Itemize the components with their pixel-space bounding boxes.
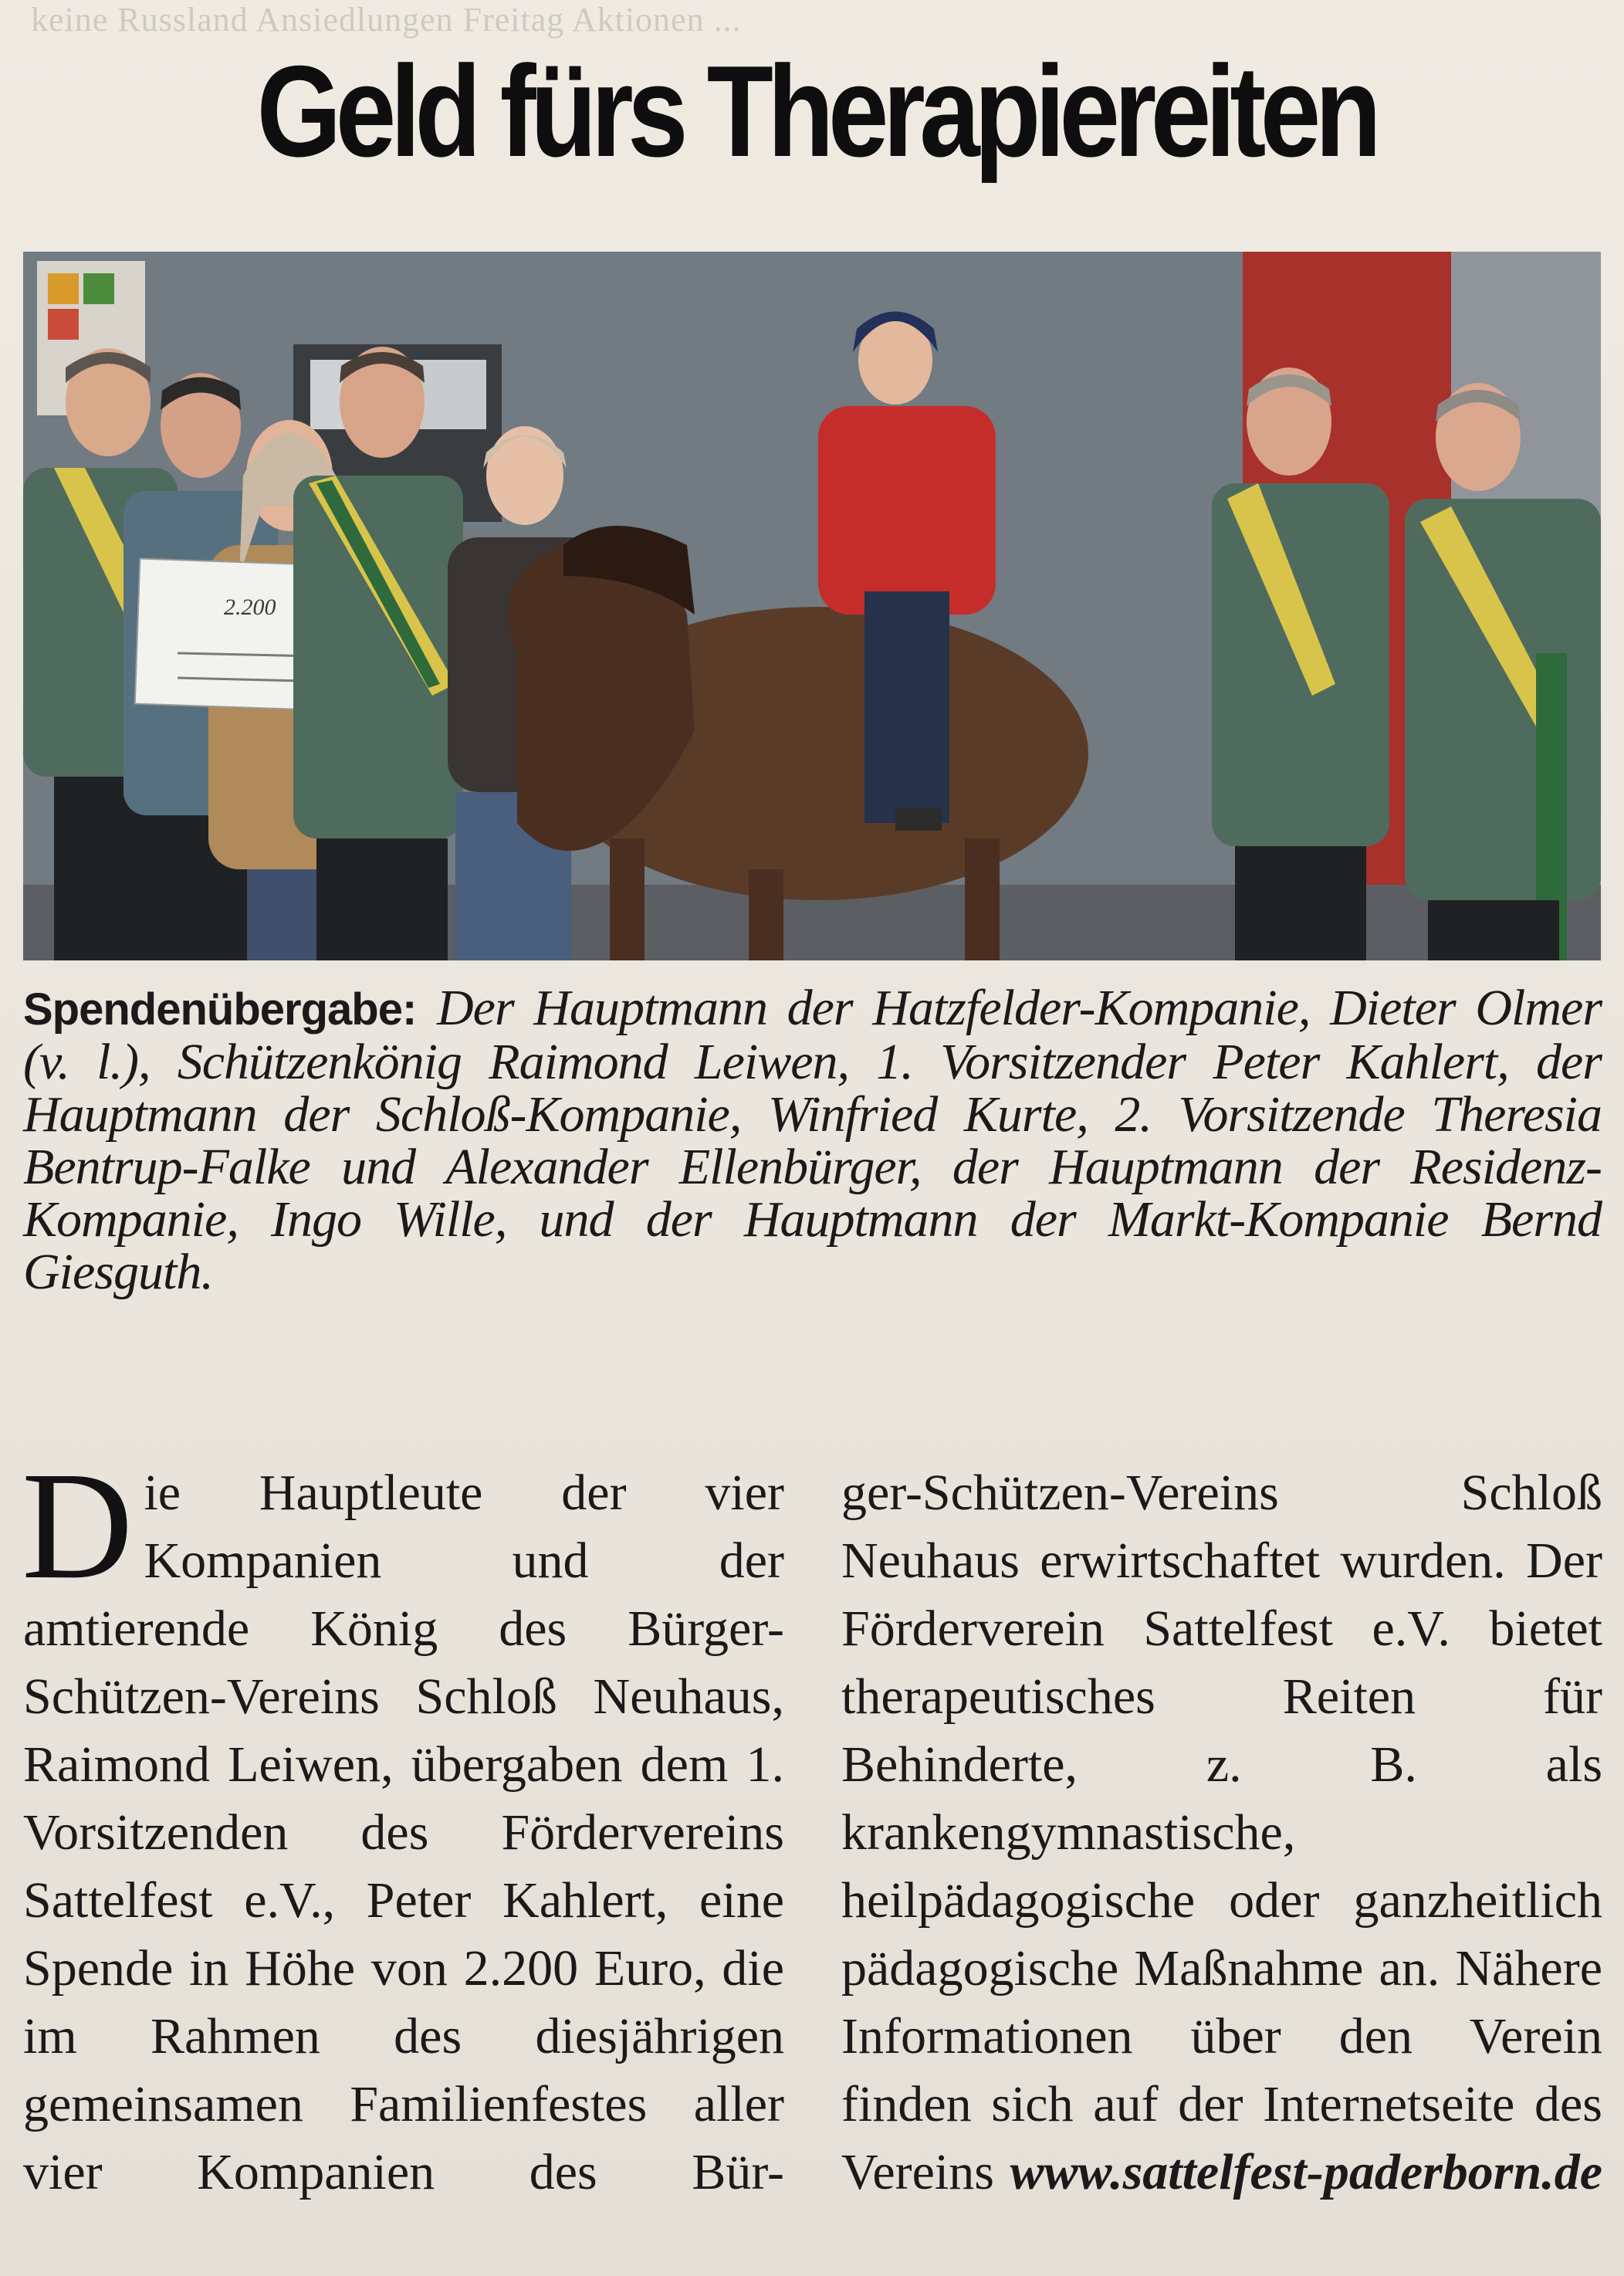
drop-cap: D	[22, 1441, 134, 1611]
bleed-through-text: keine Russland Ansiedlungen Freitag Aktionen ...	[31, 1, 742, 39]
article-text-right: ger-Schützen-Vereins Schloß Neuhaus erwirtschaftet wurden. Der Förderverein Sattelfest e.V. bietet therapeutisches Reiten für Behinderte, z. B. als krankengymnastische, heilpädagogische oder ganzheitlich pädagogische Maßnahme an. Nähere Informationen über den Verein finden sich auf der Internetseite des Vereins	[841, 1465, 1602, 2200]
caption-lead: Spendenübergabe:	[23, 984, 417, 1035]
caption-text: Der Hauptmann der Hatzfelder-Kompanie, Dieter Olmer (v. l.), Schützenkönig Raimond Leiwen, 1. Vorsitzender Peter Kahlert, der Hauptmann der Schloß-Kompanie, Winfried Kurte, 2. Vorsitzende Theresia Bentrup-Falke und Alexander Ellenbürger, der Hauptmann der Residenz-Kompanie, Ingo Wille, und der Hauptmann der Markt-Kompanie Bernd Giesguth.	[23, 980, 1602, 1300]
check-amount: 2.200	[224, 594, 276, 620]
article-column-right	[841, 1459, 1602, 2207]
article-photo	[23, 252, 1601, 960]
website-url[interactable]: www.sattelfest-paderborn.de	[1010, 2144, 1602, 2200]
headline: Geld fürs Therapiereiten	[256, 39, 1376, 184]
article-column-left	[22, 1441, 784, 2207]
photo-caption	[23, 982, 1602, 1299]
article-text-left: ie Hauptleute der vier Kompanien und der amtierende König des Bürger-Schützen-Vereins Schloß Neuhaus, Raimond Leiwen, übergaben dem 1. Vorsitzenden des Fördervereins Sattelfest e.V., Peter Kahlert, eine Spende in Höhe von 2.200 Euro, die im Rahmen des diesjährigen gemeinsamen Familienfestes aller vier Kompanien des Bür-	[23, 1465, 784, 2200]
